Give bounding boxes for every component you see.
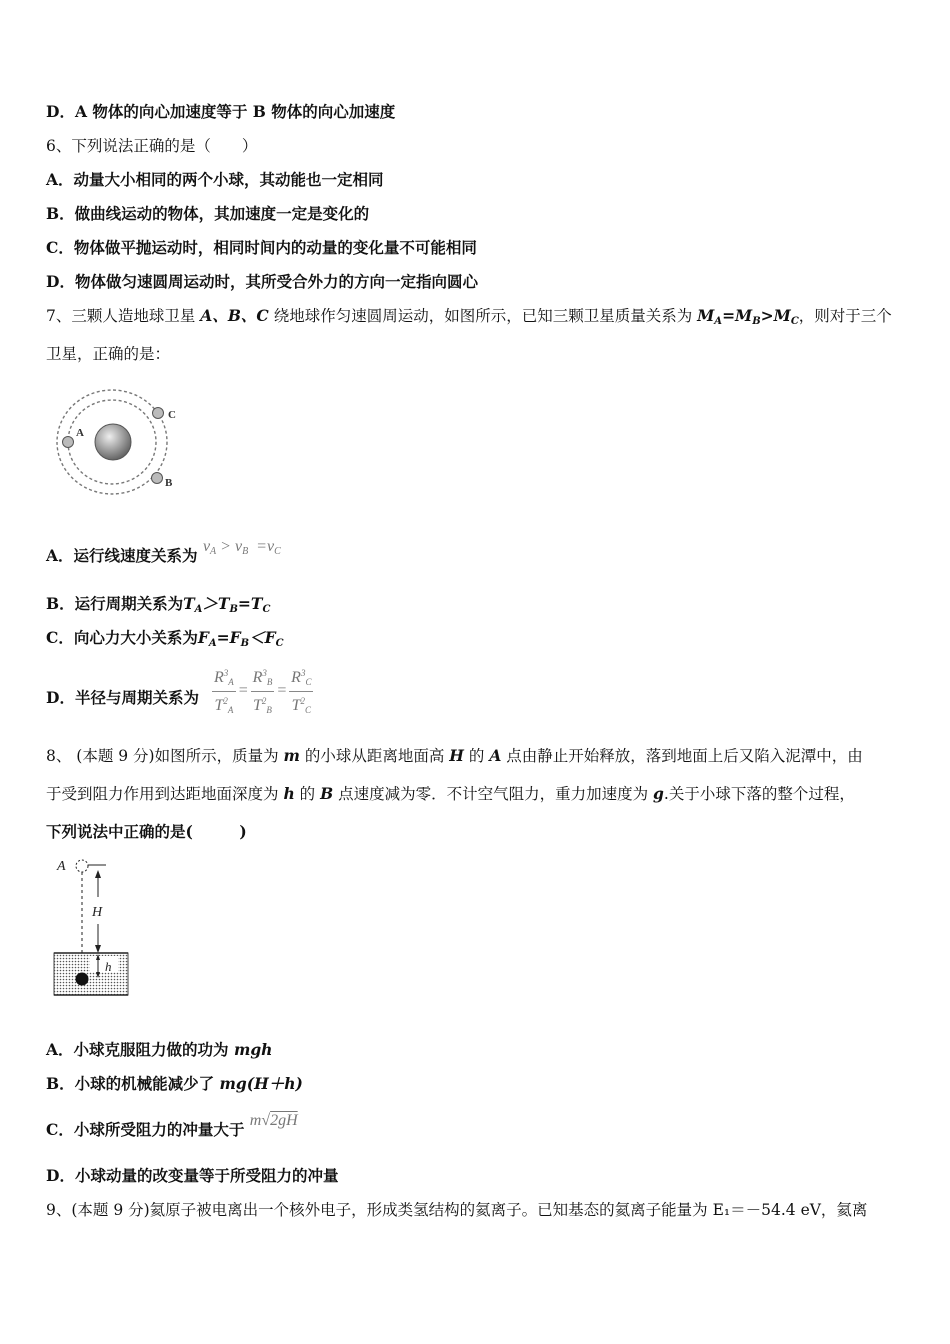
q8-stem-line3: 下列说法中正确的是( ) <box>46 822 247 841</box>
q6-stem: 6、下列说法正确的是（ ） <box>46 137 258 155</box>
q8-option-d: D．小球动量的改变量等于所受阻力的冲量 <box>46 1166 339 1185</box>
satellite-b <box>152 473 163 484</box>
force-relation: $F_A=F_B<F_C$ <box>197 628 284 649</box>
q8-option-a: A．小球克服阻力做的功为 mgh <box>46 1040 273 1059</box>
q7-stem-line1: 7、三颗人造地球卫星 A、B、C 绕地球作匀速圆周运动，如图所示，已知三颗卫星质量关系为 $M_A=M_B>M_C$，则对于三个 <box>46 306 892 327</box>
impulse-expression: m√2gH <box>249 1112 298 1129</box>
svg-text:A: A <box>76 427 84 439</box>
q5-option-d: D．A 物体的向心加速度等于 B 物体的向心加速度 <box>46 102 396 121</box>
q8-option-c: C．小球所受阻力的冲量大于 m√2gH <box>46 1112 298 1139</box>
svg-text:B: B <box>165 477 173 489</box>
q7-orbit-figure <box>50 384 185 504</box>
q7-option-b: B．运行周期关系为$T_A>T_B=T_C$ <box>46 594 271 615</box>
q8-fall-figure <box>50 852 140 1002</box>
q7-stem-line2: 卫星，正确的是： <box>46 345 171 363</box>
q8-option-b: B．小球的机械能减少了 mg(H＋h) <box>46 1074 303 1093</box>
q7-option-d: D．半径与周期关系为 <box>46 688 199 707</box>
mass-relation: $M_A=M_B>M_C$ <box>697 306 799 327</box>
q6-option-c: C．物体做平抛运动时，相同时间内的动量的变化量不可能相同 <box>46 238 477 257</box>
q8-stem-line1: 8、 (本题 9 分)如图所示，质量为 m 的小球从距离地面高 H 的 A 点由静止开始释放，落到地面上后又陷入泥潭中，由 <box>46 746 863 765</box>
svg-text:h: h <box>105 959 112 974</box>
satellite-a <box>63 437 74 448</box>
q6-option-b: B．做曲线运动的物体，其加速度一定是变化的 <box>46 204 370 223</box>
ball-end <box>76 973 89 986</box>
q9-stem: 9、(本题 9 分)氦原子被电离出一个核外电子，形成类氢结构的氦离子。已知基态的氦离子能量为 E₁＝－54.4 eV，氦离 <box>46 1201 868 1219</box>
svg-text:C: C <box>168 409 176 421</box>
satellite-c <box>153 408 164 419</box>
q6-option-d: D．物体做匀速圆周运动时，其所受合外力的方向一定指向圆心 <box>46 272 478 291</box>
q6-option-a: A．动量大小相同的两个小球，其动能也一定相同 <box>46 170 384 189</box>
svg-text:A: A <box>57 859 66 874</box>
earth <box>95 424 131 460</box>
svg-text:H: H <box>92 905 103 920</box>
q8-stem-line2: 于受到阻力作用到达距地面深度为 h 的 B 点速度减为零．不计空气阻力，重力加速度为 g.关于小球下落的整个过程， <box>46 784 855 803</box>
q7-option-a: A．运行线速度关系为 $v_A > v_B =v_C$ <box>46 538 281 565</box>
velocity-relation: $v_A > v_B =v_C$ <box>202 538 281 557</box>
ball-start <box>76 860 88 872</box>
period-relation: $T_A>T_B=T_C$ <box>183 594 271 615</box>
kepler-relation: $\frac{R^3_A}{T^2_A}$ = $\frac{R^3_B}{T^2_B}$ = $\frac{R^3_C}{T^2_C}$ <box>210 664 315 719</box>
q7-option-c: C．向心力大小关系为$F_A=F_B<F_C$ <box>46 628 284 649</box>
